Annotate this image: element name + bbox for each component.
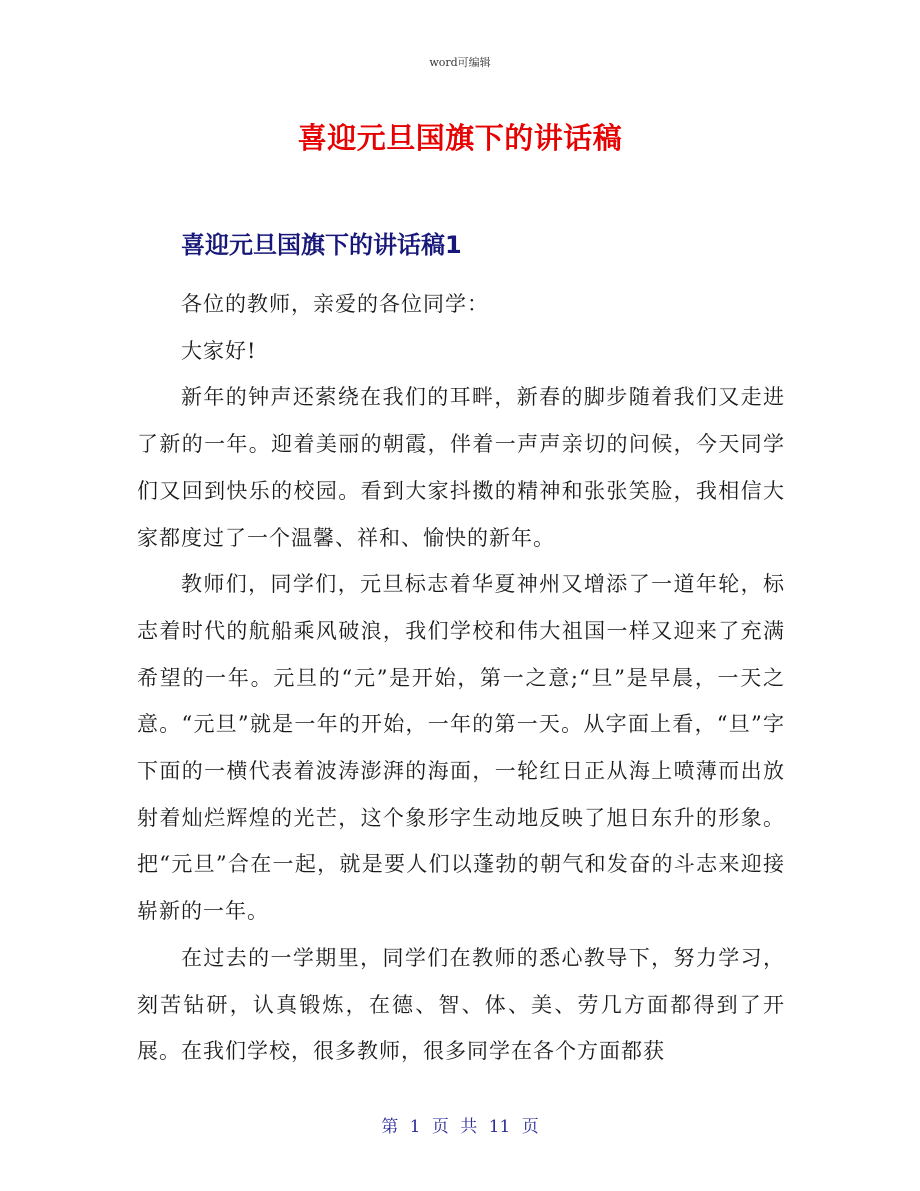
body-paragraph: 新年的钟声还萦绕在我们的耳畔，新春的脚步随着我们又走进了新的一年。迎着美丽的朝霞，伴着一声声亲切的问候，今天同学们又回到快乐的校园。看到大家抖擞的精神和张张笑脸，我相信大家都度过了一个温馨、祥和、愉快的新年。: [137, 385, 785, 550]
body-paragraph: 教师们，同学们，元旦标志着华夏神州又增添了一道年轮，标志着时代的航船乘风破浪，我们学校和伟大祖国一样又迎来了充满希望的一年。元旦的“元”是开始，第一之意;“旦”是早晨，一天之意。“元旦”就是一年的开始，一年的第一天。从字面上看，“旦”字下面的一横代表着波涛澎湃的海面，一轮红日正从海上喷薄而出放射着灿烂辉煌的光芒，这个象形字生动地反映了旭日东升的形象。把“元旦”合在一起，就是要人们以蓬勃的朝气和发奋的斗志来迎接崭新的一年。: [137, 572, 785, 924]
body-paragraph: 在过去的一学期里，同学们在教师的悉心教导下，努力学习，刻苦钻研，认真锻炼，在德、智、体、美、劳几方面都得到了开展。在我们学校，很多教师，很多同学在各个方面都获: [137, 945, 785, 1064]
salutation-paragraph: 各位的教师，亲爱的各位同学：: [181, 292, 489, 316]
footer-label-page: 第: [381, 1117, 399, 1137]
footer-total-pages: 11: [488, 1117, 511, 1137]
footer-label-total: 共: [460, 1117, 478, 1137]
page-footer: [0, 1112, 920, 1137]
greeting-paragraph: 大家好!: [181, 338, 257, 363]
document-title: 喜迎元旦国旗下的讲话稿: [297, 121, 623, 155]
footer-current-page: 1: [409, 1117, 421, 1137]
section-heading: 喜迎元旦国旗下的讲话稿1: [181, 231, 462, 259]
document-body: [137, 281, 785, 1075]
page-header: word可编辑: [429, 56, 491, 69]
footer-label-total-unit: 页: [521, 1117, 539, 1137]
footer-label-page-unit: 页: [431, 1117, 449, 1137]
